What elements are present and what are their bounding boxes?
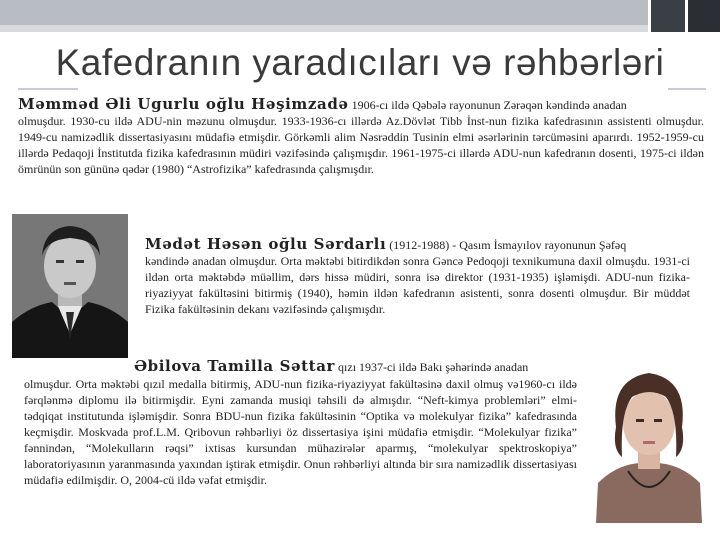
title-rule-right bbox=[668, 88, 706, 90]
title-rule-left bbox=[18, 88, 78, 90]
slide-title: Kafedranın yaradıcıları və rəhbərləri bbox=[55, 42, 665, 83]
person-1-bio bbox=[18, 96, 704, 177]
person-2-body: kəndində anadan olmuşdur. Orta məktəbi bitirdikdən sonra Gəncə Pedoqoji texnikumuna daxil olmuşdu. 1931-ci ildən orta məktəbdə müəllim, dərs hissə müdiri, sonra isə direktor (1931-1935) işləmişdi. ADU-nun fizika-riyaziyyat fakültəsini bitirmiş (1940), həmin ildən kafedranın asistenti, sonra dosenti olmuşdur. Bir müddət Fizika fakültəsinin dekanı vəzifəsində çalışmışdır. bbox=[145, 254, 690, 316]
person-2-bio bbox=[145, 236, 690, 317]
person-2-photo bbox=[12, 214, 128, 358]
person-3-bio bbox=[24, 376, 577, 488]
person-2-name: Mədət Həsən oğlu Sərdarlı bbox=[145, 235, 387, 253]
top-bar-dark-block-right bbox=[688, 0, 720, 32]
person-2-lead: (1912-1988) - Qasım İsmayılov rayonunun Şəfəq bbox=[386, 238, 627, 252]
person-1-body: olmuşdur. 1930-cu ildə ADU-nin məzunu olmuşdur. 1933-1936-cı illərdə Az.Dövlət Tibb İnst-nun fizika kafedrasının assistenti olmuşdur. 1949-cu namizədlik dissertasiyasını müdafiə etmişdir. Görkəmli alim Nəsrəddin Tusinin elmi əsərlərinin tərcüməsini aparırdı. 1952-1959-cu illərdə Pedaqoji İnstitutda fizika kafedrasının müdiri vəzifəsində çalışmışdır. 1961-1975-ci illərdə ADU-nun kafedranın dosenti, 1975-ci ildən ömrünün son gününə qədər (1980) “Astrofizika” kafedrasında çalışmışdır. bbox=[18, 114, 704, 176]
person-1-name: Məmməd Əli Ugurlu oğlu Həşimzadə bbox=[18, 95, 349, 113]
person-1-lead: 1906-cı ildə Qəbələ rayonunun Zərəqən kəndində anadan bbox=[348, 98, 627, 112]
person-3-name: Əbilova Tamilla Səttar bbox=[134, 357, 336, 375]
person-3-heading bbox=[134, 358, 577, 375]
top-bar-dark-block bbox=[651, 0, 685, 32]
top-decoration-bar bbox=[0, 0, 720, 32]
top-bar-gray-strip bbox=[0, 25, 648, 32]
person-3-photo bbox=[590, 353, 708, 523]
person-3-lead: qızı 1937-ci ildə Bakı şəhərində anadan bbox=[335, 360, 529, 374]
person-3-body: olmuşdur. Orta məktəbi qızıl medalla bitirmiş, ADU-nun fizika-riyaziyyat fakültəsinə daxil olmuş və1960-cı ildə fərqlənmə diplomu ilə bitirmişdir. Eyni zamanda musiqi təhsili də almışdır. “Neft-kimya problemləri” elmi-tədqiqat institutunda işləmişdir. Sonra BDU-nun fizika fakültəsinin “Optika və molekulyar fizika” kafedrasında keçmişdir. Moskvada prof.L.M. Qribovun rəhbərliyi öz dissertasiya işini müdafiə etmişdir. “Molekulyar fizika” fənnindən, “Molekulların rəqsi” ixtisas kursundan mühazirələr aparmış, “molekulyar spektroskopiya” laboratoriyasının yaranmasında yaxından iştirak etmişdir. Onun rəhbərliyi altında bir sıra namizədlik dissertasiyası müdafiə edilmişdir. O, 2004-cü ildə vəfat etmişdir. bbox=[24, 377, 577, 487]
